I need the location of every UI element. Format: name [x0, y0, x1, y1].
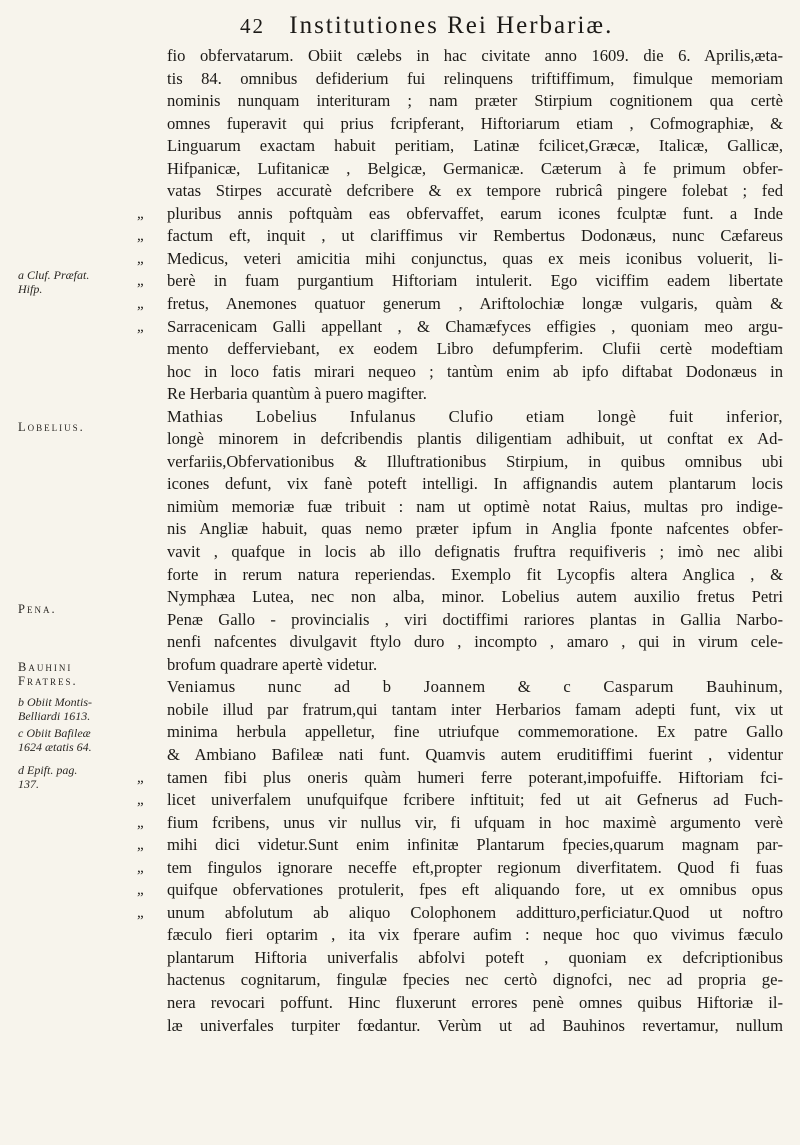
body-text: [137, 45, 783, 1037]
line-text: icones defunt, vix fanè poteft intelligi. In affignandis autem plantarum locis: [167, 474, 783, 494]
line-text: Penæ Gallo - provincialis , viri doctiffimi rariores plantas in Gallia Narbo-: [167, 609, 783, 629]
text-line: [167, 564, 783, 587]
text-line: [167, 947, 783, 970]
text-line: [167, 609, 783, 632]
text-line: [167, 158, 783, 181]
quote-mark: „: [137, 792, 144, 809]
text-line: [137, 225, 783, 248]
text-line: [167, 721, 783, 744]
text-line: [167, 338, 783, 361]
text-line: [167, 113, 783, 136]
line-text: unum abfolutum ab aliquo Colophonem additturo,perficiatur.Quod ut noftro: [167, 902, 783, 922]
margin-heading-pena: Pena.: [18, 602, 57, 616]
line-text: mento defferviebant, ex eodem Libro defumpferim. Clufii certè modeftiam: [167, 339, 783, 359]
line-text: verfariis,Obfervationibus & Illuftrationibus Stirpium, in quibus omnibus ubi: [167, 451, 783, 471]
margin-note-c: c Obiit Bafileæ 1624 ætatis 64.: [18, 726, 92, 754]
text-line: [167, 496, 783, 519]
text-line: [167, 68, 783, 91]
text-line: [167, 1015, 783, 1038]
text-line: [167, 586, 783, 609]
text-line: [167, 744, 783, 767]
margin-note-d: d Epift. pag. 137.: [18, 763, 78, 791]
quote-mark: „: [137, 205, 144, 222]
quote-mark: „: [137, 859, 144, 876]
text-line: [167, 428, 783, 451]
line-text: nominis nunquam interituram ; nam præter Stirpium cognitionem qua certè: [167, 91, 783, 111]
line-text: vavit , quafque in locis ab illo defignatis fruftra requifiveris ; imò nec alibi: [167, 542, 783, 562]
text-line: [137, 270, 783, 293]
line-text: Veniamus nunc ad b Joannem & c Casparum Bauhinum,: [167, 677, 783, 697]
line-text: nenfi nafcentes divulgavit ftylo duro , incompto , amaro , qui in virum cele-: [167, 632, 783, 652]
quote-mark: „: [137, 228, 144, 245]
text-line: [137, 879, 783, 902]
text-line: [137, 812, 783, 835]
text-line: [137, 248, 783, 271]
text-line: [167, 135, 783, 158]
text-line: [167, 90, 783, 113]
line-text: longè minorem in defcribendis plantis diligentiam adhibuit, ut conftat ex Ad-: [167, 429, 783, 449]
quote-mark: „: [137, 296, 144, 313]
text-line: [167, 992, 783, 1015]
quote-mark: „: [137, 904, 144, 921]
line-text: hoc in loco fatis mirari nequeo ; tantùm enim ab ipfo diftabat Dodonæus in: [167, 361, 783, 381]
text-line: [167, 518, 783, 541]
text-line: [137, 834, 783, 857]
line-text: Medicus, veteri amicitia mihi conjunctus, quas ex meis iconibus voluerit, li-: [167, 248, 783, 268]
line-text: quifque obfervationes protulerit, fpes eft aliquando fore, ut ex omnibus opus: [167, 880, 783, 900]
text-line: [167, 473, 783, 496]
text-line: [167, 45, 783, 68]
text-line: [167, 699, 783, 722]
line-text: Sarracenicam Galli appellant , & Chamæfyces effigies , quoniam meo argu-: [167, 316, 783, 336]
line-text: Linguarum exactam habuit peritiam, Latinæ fcilicet,Græcæ, Italicæ, Gallicæ,: [167, 136, 783, 156]
running-header: [240, 12, 800, 46]
line-text: fio obfervatarum. Obiit cælebs in hac civitate anno 1609. die 6. Aprilis,æta-: [167, 46, 783, 65]
line-text: hactenus cognitarum, fingulæ fpecies nec certò dignofci, nec ad propria ge-: [167, 970, 783, 990]
quote-mark: „: [137, 318, 144, 335]
line-text: fium fcribens, unus vir nullus vir, fi ufquam in hoc maximè argumento verè: [167, 812, 783, 832]
text-line: [167, 361, 783, 384]
line-text: Nymphæa Lutea, nec non alba, minor. Lobelius autem auxilio fretus Petri: [167, 587, 783, 607]
text-line: [137, 203, 783, 226]
line-text: fretus, Anemones quatuor generum , Ariftolochiæ longæ vulgaris, quàm &: [167, 294, 783, 314]
line-text: Re Herbaria quantùm à puero magifter.: [167, 384, 427, 404]
text-line: [137, 767, 783, 790]
line-text: nobile illud par fratrum,qui tantam inter Herbarios famam adepti funt, vix ut: [167, 699, 783, 719]
margin-note-a: a Cluf. Præfat. Hifp.: [18, 268, 90, 296]
text-line: [167, 383, 783, 406]
line-text: forte in rerum natura reperiendas. Exemplo fit Lycopfis altera Anglica , &: [167, 564, 783, 584]
margin-heading-bauhini: Bauhini Fratres.: [18, 660, 78, 688]
line-text: nera revocari poffunt. Hinc fluxerunt errores penè omnes quibus Hiftoriæ il-: [167, 992, 783, 1012]
line-text: Mathias Lobelius Infulanus Clufio etiam longè fuit inferior,: [167, 406, 783, 426]
line-text: & Ambiano Bafileæ nati funt. Quamvis autem eruditiffimi fuerint , videntur: [167, 744, 783, 764]
text-line: [167, 676, 783, 699]
line-text: nis Angliæ habuit, quas nemo præter ipfum in Anglia fponte nafcentes obfer-: [167, 519, 783, 539]
text-line: [137, 857, 783, 880]
quote-mark: „: [137, 814, 144, 831]
line-text: Hifpanicæ, Lufitanicæ , Belgicæ, Germanicæ. Cæterum à fe primum obfer-: [167, 158, 783, 178]
text-line: [167, 180, 783, 203]
margin-heading-lobelius: Lobelius.: [18, 420, 85, 434]
line-text: tis 84. omnibus defiderium fui relinquens triftiffimum, fimulque memoriam: [167, 68, 783, 88]
text-line: [167, 451, 783, 474]
line-text: pluribus annis poftquàm eas obfervaffet, earum icones fculptæ funt. a Inde: [167, 203, 783, 223]
quote-mark: „: [137, 769, 144, 786]
quote-mark: „: [137, 250, 144, 267]
line-text: tamen fibi plus oneris quàm humeri ferre poterant,impofuiffe. Hiftoriam fci-: [167, 767, 783, 787]
text-line: [137, 902, 783, 925]
quote-mark: „: [137, 837, 144, 854]
line-text: factum eft, inquit , ut clariffimus vir Rembertus Dodonæus, nunc Cæfareus: [167, 226, 783, 246]
page-number: 42: [240, 14, 265, 38]
text-line: [167, 406, 783, 429]
text-line: [137, 293, 783, 316]
text-line: [167, 969, 783, 992]
line-text: fæculo fieri optarim , ita vix fperare aufim : neque hoc quo vivimus fæculo: [167, 925, 783, 945]
text-line: [137, 789, 783, 812]
text-line: [137, 316, 783, 339]
line-text: minima herbula appelletur, fine utriufque commemoratione. Ex patre Gallo: [167, 722, 783, 742]
line-text: vatas Stirpes accuratè defcribere & ex tempore rubricâ pingere folebat ; fed: [167, 181, 783, 201]
text-line: [167, 541, 783, 564]
line-text: omnes fuperavit qui prius fcripferant, Hiftoriarum etiam , Cofmographiæ, &: [167, 113, 783, 133]
line-text: plantarum Hiftoria univerfalis abfolvi poteft , quoniam ex defcriptionibus: [167, 947, 783, 967]
line-text: mihi dici videtur.Sunt enim infinitæ Plantarum fpecies,quarum magnam par-: [167, 835, 783, 855]
text-line: [167, 631, 783, 654]
quote-mark: „: [137, 273, 144, 290]
line-text: nimiùm memoriæ fuæ tribuit : nam ut optimè notat Raius, multas pro indige-: [167, 496, 783, 516]
line-text: licet univerfalem unufquifque fcribere inftituit; fed ut ait Gefnerus ad Fuch-: [167, 790, 783, 810]
running-title: Institutiones Rei Herbariæ.: [289, 12, 614, 39]
line-text: berè in fuam purgantium Hiftoriam intulerit. Ego viciffim eadem libertate: [167, 271, 783, 291]
text-line: [167, 654, 783, 677]
line-text: læ univerfales turpiter fœdantur. Verùm ut ad Bauhinos revertamur, nullum: [167, 1015, 783, 1035]
margin-note-b: b Obiit Montis- Belliardi 1613.: [18, 695, 92, 723]
line-text: tem fingulos ignorare neceffe eft,propter regionum diverfitatem. Quod fi fuas: [167, 857, 783, 877]
line-text: brofum quadrare apertè videtur.: [167, 654, 378, 674]
text-line: [167, 924, 783, 947]
quote-mark: „: [137, 882, 144, 899]
